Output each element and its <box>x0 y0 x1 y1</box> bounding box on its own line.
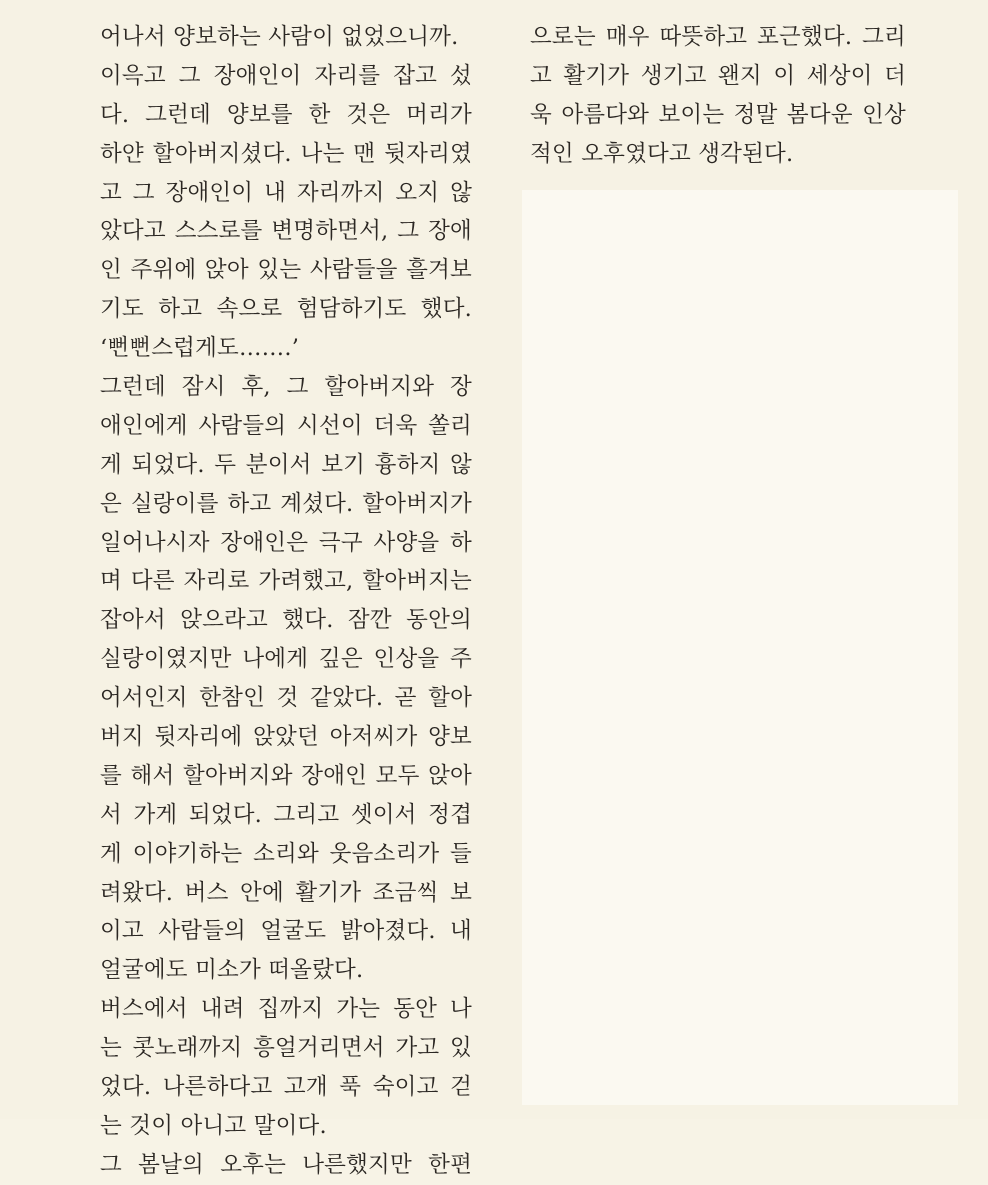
right-text-column <box>530 18 906 174</box>
text-line: 인 주위에 앉아 있는 사람들을 흘겨보 <box>100 257 472 284</box>
text-line: 으로는 매우 따뜻하고 포근했다. 그리 <box>530 24 906 50</box>
text-line: 적인 오후였다고 생각된다. <box>530 140 794 167</box>
text-line: 어나서 양보하는 사람이 없었으니까. <box>100 24 459 50</box>
text-line: 려왔다. 버스 안에 활기가 조금씩 보 <box>100 879 472 906</box>
text-line: 고 그 장애인이 내 자리까지 오지 않 <box>100 179 472 206</box>
text-line: 은 실랑이를 하고 계셨다. 할아버지가 <box>100 490 472 517</box>
text-line: 서 가게 되었다. 그리고 셋이서 정겹 <box>100 801 472 828</box>
text-line: 어서인지 한참인 것 같았다. 곧 할아 <box>100 685 472 712</box>
text-line: 일어나시자 장애인은 극구 사양을 하 <box>100 529 472 556</box>
text-line: 는 콧노래까지 흥얼거리면서 가고 있 <box>100 1035 472 1062</box>
text-line: 는 것이 아니고 말이다. <box>100 1112 327 1139</box>
text-line: 얼굴에도 미소가 떠올랐다. <box>100 957 364 984</box>
text-line: 게 되었다. 두 분이서 보기 흉하지 않 <box>100 451 472 478</box>
text-line: 버스에서 내려 집까지 가는 동안 나 <box>100 996 472 1023</box>
text-line: 었다. 나른하다고 고개 푹 숙이고 걷 <box>100 1074 472 1101</box>
text-line: 게 이야기하는 소리와 웃음소리가 들 <box>100 840 472 867</box>
text-line: 를 해서 할아버지와 장애인 모두 앉아 <box>100 762 472 789</box>
text-line: 았다고 스스로를 변명하면서, 그 장애 <box>100 218 472 245</box>
text-line: 이윽고 그 장애인이 자리를 잡고 섰 <box>100 62 472 89</box>
text-line: 하얀 할아버지셨다. 나는 맨 뒷자리였 <box>100 140 472 167</box>
text-line: 실랑이였지만 나에게 깊은 인상을 주 <box>100 646 472 673</box>
blank-panel <box>522 190 958 1105</box>
text-line: 그런데 잠시 후, 그 할아버지와 장 <box>100 374 472 401</box>
text-line: 고 활기가 생기고 왠지 이 세상이 더 <box>530 62 906 89</box>
left-text-column <box>100 18 472 1185</box>
text-line: 며 다른 자리로 가려했고, 할아버지는 <box>100 568 472 595</box>
text-line: 욱 아름다와 보이는 정말 봄다운 인상 <box>530 101 906 128</box>
text-line: 이고 사람들의 얼굴도 밝아졌다. 내 <box>100 918 472 945</box>
text-line: 그 봄날의 오후는 나른했지만 한편 <box>100 1151 472 1178</box>
text-line: 버지 뒷자리에 앉았던 아저씨가 양보 <box>100 724 472 751</box>
text-line: 애인에게 사람들의 시선이 더욱 쏠리 <box>100 412 472 439</box>
text-line: 잡아서 앉으라고 했다. 잠깐 동안의 <box>100 607 472 634</box>
text-line: ‘뻔뻔스럽게도…….’ <box>100 335 300 362</box>
text-line: 다. 그런데 양보를 한 것은 머리가 <box>100 101 472 128</box>
text-line: 기도 하고 속으로 험담하기도 했다. <box>100 296 472 323</box>
